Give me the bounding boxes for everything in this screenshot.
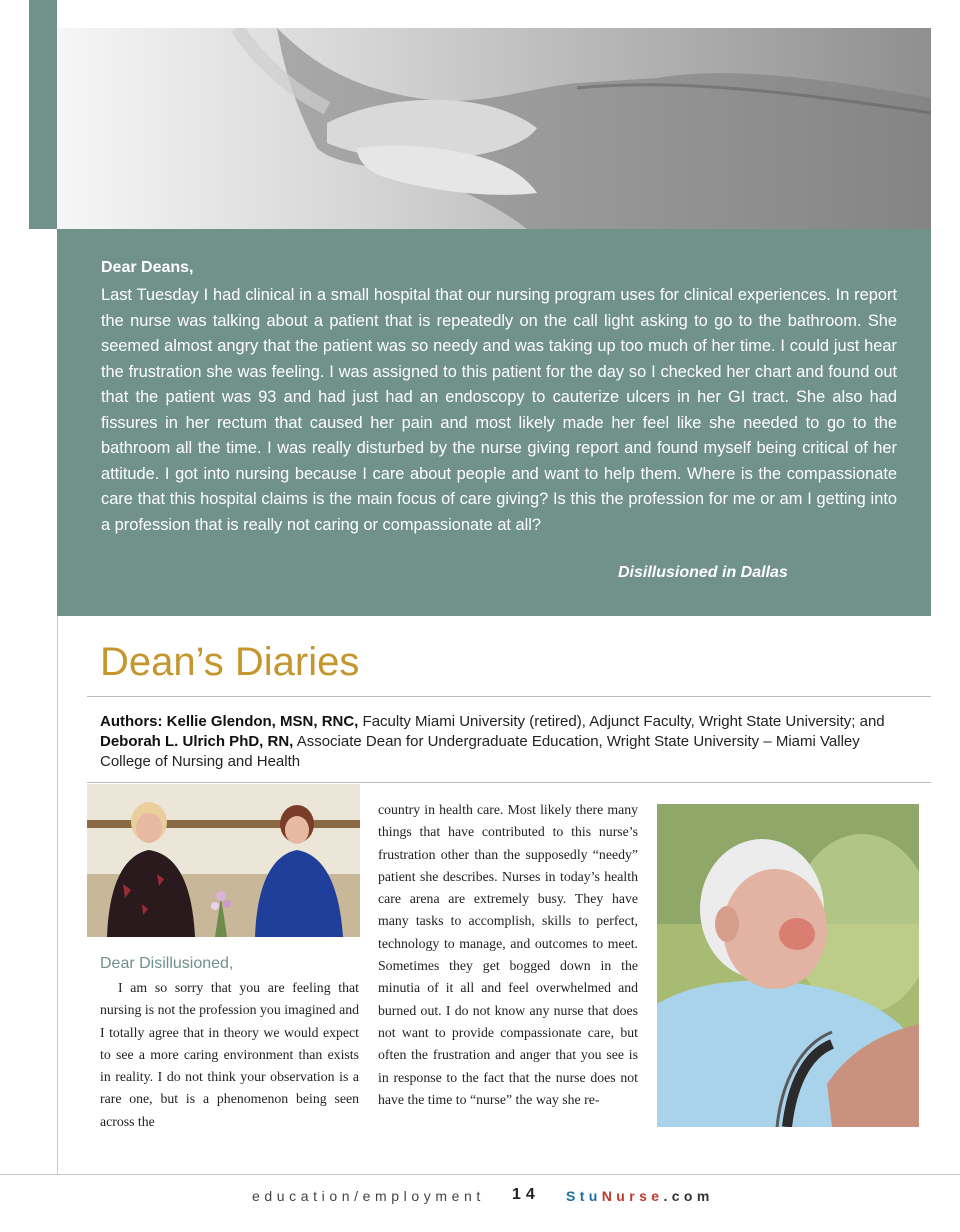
author1-affiliation: Faculty Miami University (retired), Adjunct Faculty, Wright State University; xyxy=(362,713,856,730)
reader-letter-box xyxy=(57,229,931,616)
photo-elderly-patient xyxy=(657,804,919,1127)
author2-name: Deborah L. Ulrich PhD, RN, xyxy=(100,733,294,750)
footer-section-name: education/employment xyxy=(252,1188,485,1204)
side-accent-bar xyxy=(29,0,57,229)
left-margin-line xyxy=(57,616,58,1174)
author1-name: Kellie Glendon, MSN, RNC, xyxy=(166,713,359,730)
column-title: Dean’s Diaries xyxy=(100,640,360,684)
brand-stu: Stu xyxy=(566,1188,602,1204)
title-divider xyxy=(87,696,931,697)
hero-photo-holding-hands xyxy=(57,28,931,229)
author2-affiliation: Associate Dean for Undergraduate Education, Wright State University – Miami Valley College of Nursing and Health xyxy=(100,733,860,770)
letter-body: Last Tuesday I had clinical in a small hospital that our nursing program uses for clinical experiences. In report the nurse was talking about a patient that is repeatedly on the call light asking to go to the bathroom. She seemed almost angry that the patient was so needy and was taking up too much of her time. I could just hear the frustration she was feeling. I was assigned to this patient for the day so I checked her chart and found out that the patient was 93 and had just had an endoscopy to cauterize ulcers in her GI tract. She also had fissures in her rectum that caused her pain and most likely made her feel like she needed to go to the bathroom all the time. I was really disturbed by the nurse giving report and found myself being critical of her attitude. I got into nursing because I care about people and want to help them. Where is the compassionate care that this hospital claims is the main focus of care giving? Is this the profession for me or am I getting into a profession that is really not caring or compassionate at all? xyxy=(101,286,897,534)
photo-authors xyxy=(87,784,360,937)
authors-divider xyxy=(87,782,931,783)
authors-label: Authors: xyxy=(100,713,163,730)
reply-greeting: Dear Disillusioned, xyxy=(100,955,234,972)
reply-column-1: I am so sorry that you are feeling that nursing is not the profession you imagined and I totally agree that in theory we would expect to see a more caring environment than exists in reality. I do not think your observation is a rare one, but is a phenomenon being seen across the xyxy=(100,980,359,1129)
letter-signature: Disillusioned in Dallas xyxy=(618,564,788,581)
brand-com: .com xyxy=(663,1188,714,1204)
footer-page-number: 14 xyxy=(512,1186,540,1203)
authors-credit xyxy=(100,712,900,772)
authors-and: and xyxy=(859,713,885,730)
footer-brand xyxy=(566,1188,714,1204)
reply-column-2: country in health care. Most likely there many things that have contributed to this nurse’s frustration other than the supposedly “needy” patient she describes. Nurses in today’s health care arena are extremely busy. They have many tasks to accomplish, skills to perfect, technology to manage, and outcomes to meet. Sometimes they get bogged down in the minutia of it all and feel overwhelmed and burned out. I do not know any nurse that does not want to provide compassionate care, but often the frustration and anger that you see is in response to the fact that the nurse does not have the time to “nurse” the way she re- xyxy=(378,802,638,1107)
letter-greeting: Dear Deans, xyxy=(101,259,194,276)
brand-nurse: Nurse xyxy=(601,1188,664,1204)
footer-divider xyxy=(0,1174,960,1175)
